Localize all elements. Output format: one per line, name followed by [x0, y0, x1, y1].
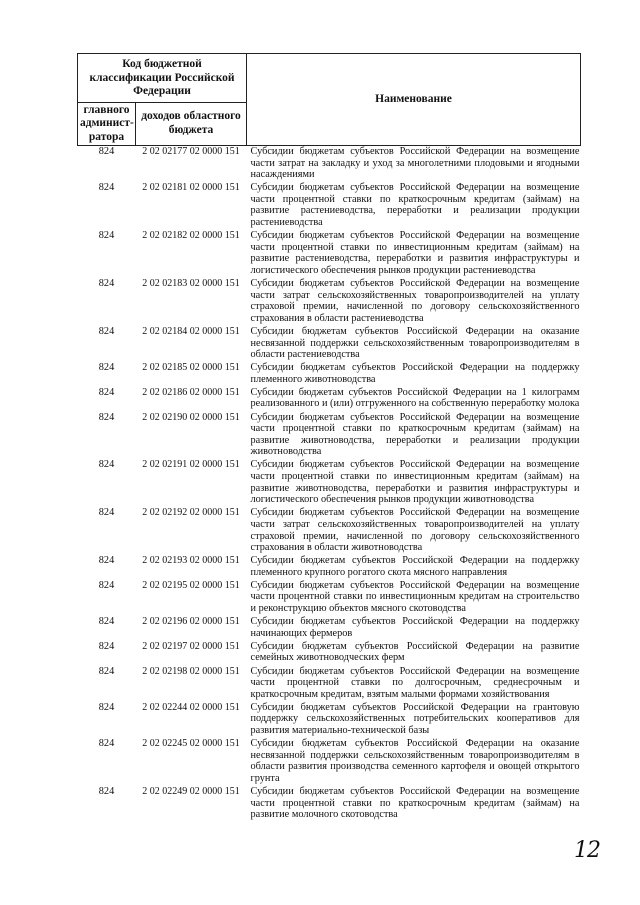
name-cell: Субсидии бюджетам субъектов Российской Федерации на поддержку племенного животноводства: [250, 362, 580, 385]
name-cell: Субсидии бюджетам субъектов Российской Федерации на 1 килограмм реализованного и (или) отгруженного на собственную переработку молока: [250, 386, 580, 410]
name-cell: Субсидии бюджетам субъектов Российской Федерации на возмещение части затрат сельскохозяйственных товаропроизводителей на уплату страховой премии, начисленной по договору сельскохозяйственного страхования в области животноводства: [250, 507, 580, 554]
table-row: [78, 412, 581, 460]
income-code-cell: 2 02 02245 02 0000 151: [142, 738, 240, 750]
admin-code-cell: 824: [98, 785, 115, 797]
income-code-cell: 2 02 02190 02 0000 151: [142, 411, 240, 423]
income-code-cell: 2 02 02193 02 0000 151: [142, 555, 240, 567]
income-code-cell: 2 02 02198 02 0000 151: [142, 665, 240, 677]
admin-code-cell: 824: [98, 507, 115, 519]
admin-code-cell: 824: [98, 411, 115, 423]
table-row: [78, 182, 581, 230]
page-number: 12: [574, 838, 600, 863]
name-cell: Субсидии бюджетам субъектов Российской Федерации на поддержку племенного крупного рогатого скота мясного направления: [250, 555, 580, 578]
table-row: [78, 666, 581, 702]
admin-code-cell: 824: [98, 182, 115, 194]
name-cell: Субсидии бюджетам субъектов Российской Федерации на грантовую поддержку сельскохозяйственных потребительских кооперативов для развития материально-технической базы: [250, 701, 580, 736]
table-row: [78, 459, 581, 507]
name-cell: Субсидии бюджетам субъектов Российской Федерации на возмещение части процентной ставки по краткосрочным кредитам (займам) на развитие молочного скотоводства: [250, 785, 580, 821]
income-column-header: доходов областного бюджета: [136, 102, 247, 146]
income-code-cell: 2 02 02196 02 0000 151: [142, 616, 240, 628]
income-code-cell: 2 02 02185 02 0000 151: [142, 362, 240, 374]
name-cell: Субсидии бюджетам субъектов Российской Федерации на возмещение части процентной ставки по долгосрочным, среднесрочным и краткосрочным кредитам, взятым малыми формами хозяйствования: [250, 665, 580, 700]
admin-code-cell: 824: [98, 146, 115, 157]
table-row: [78, 278, 581, 326]
table-row: [78, 387, 581, 412]
table-row: [78, 738, 581, 786]
table-row: [78, 786, 581, 822]
income-code-cell: 2 02 02177 02 0000 151: [142, 146, 240, 157]
income-code-cell: 2 02 02244 02 0000 151: [142, 701, 240, 713]
name-cell: Субсидии бюджетам субъектов Российской Федерации на оказание несвязанной поддержки сельскохозяйственным товаропроизводителям в области растениеводства: [250, 325, 580, 361]
table-row: [78, 580, 581, 616]
income-code-cell: 2 02 02192 02 0000 151: [142, 507, 240, 519]
name-column-header: Наименование: [247, 54, 581, 146]
income-code-cell: 2 02 02183 02 0000 151: [142, 278, 240, 290]
name-cell: Субсидии бюджетам субъектов Российской Федерации на возмещение части затрат на закладку и уход за многолетними плодовыми и ягодными насаждениями: [250, 146, 580, 181]
income-code-cell: 2 02 02191 02 0000 151: [142, 459, 240, 471]
admin-code-cell: 824: [98, 362, 115, 374]
income-code-cell: 2 02 02181 02 0000 151: [142, 182, 240, 194]
income-code-cell: 2 02 02249 02 0000 151: [142, 785, 240, 797]
income-code-cell: 2 02 02186 02 0000 151: [142, 386, 240, 398]
name-cell: Субсидии бюджетам субъектов Российской Федерации на оказание несвязанной поддержки сельскохозяйственным товаропроизводителям в области развития производства семенного картофеля и овощей открытого грунта: [250, 738, 580, 784]
budget-classification-table: [77, 53, 581, 822]
admin-code-cell: 824: [98, 325, 115, 337]
name-cell: Субсидии бюджетам субъектов Российской Федерации на возмещение части процентной ставки по краткосрочным кредитам (займам) на развитие растениеводства, переработки и реализации продукции растениеводства: [250, 182, 580, 229]
table-row: [78, 146, 581, 183]
table-row: [78, 362, 581, 387]
admin-code-cell: 824: [98, 701, 115, 713]
name-cell: Субсидии бюджетам субъектов Российской Федерации на развитие семейных животноводческих ферм: [250, 640, 580, 664]
table-row: [78, 326, 581, 362]
table-row: [78, 507, 581, 555]
admin-code-cell: 824: [98, 459, 115, 471]
admin-column-header: главного админист-ратора: [78, 102, 136, 146]
table-row: [78, 641, 581, 666]
admin-code-cell: 824: [98, 665, 115, 677]
name-cell: Субсидии бюджетам субъектов Российской Федерации на возмещение части процентной ставки по инвестиционным кредитам (займам) на развитие животноводства, переработки и развития инфраструктуры и логистического обеспечения рынков продукции животноводства: [250, 459, 580, 506]
table-row: [78, 555, 581, 580]
table-row: [78, 616, 581, 641]
admin-code-cell: 824: [98, 640, 115, 652]
table-row: [78, 230, 581, 278]
income-code-cell: 2 02 02182 02 0000 151: [142, 230, 240, 242]
code-group-header: Код бюджетной классификации Российской Федерации: [78, 54, 247, 103]
income-code-cell: 2 02 02197 02 0000 151: [142, 640, 240, 652]
income-code-cell: 2 02 02195 02 0000 151: [142, 579, 240, 591]
admin-code-cell: 824: [98, 616, 115, 628]
table-row: [78, 702, 581, 738]
name-cell: Субсидии бюджетам субъектов Российской Федерации на возмещение части процентной ставки по инвестиционным кредитам (займам) на развитие растениеводства, переработки и развития инфраструктуры и логистического обеспечения рынков продукции растениеводства: [250, 230, 580, 276]
name-cell: Субсидии бюджетам субъектов Российской Федерации на возмещение части процентной ставки по краткосрочным кредитам (займам) на развитие животноводства, переработки и реализации продукции животноводства: [250, 411, 580, 458]
table-body: [78, 146, 581, 823]
name-cell: Субсидии бюджетам субъектов Российской Федерации на возмещение части процентной ставки по инвестиционным кредитам на строительство и реконструкцию объектов мясного скотоводства: [250, 579, 580, 615]
admin-code-cell: 824: [98, 738, 115, 750]
name-cell: Субсидии бюджетам субъектов Российской Федерации на поддержку начинающих фермеров: [250, 616, 580, 639]
admin-code-cell: 824: [98, 386, 115, 398]
name-cell: Субсидии бюджетам субъектов Российской Федерации на возмещение части затрат сельскохозяйственных товаропроизводителей на уплату страховой премии, начисленной по договору сельскохозяйственного страхования в области растениеводства: [250, 278, 580, 324]
admin-code-cell: 824: [98, 278, 115, 290]
admin-code-cell: 824: [98, 579, 115, 591]
income-code-cell: 2 02 02184 02 0000 151: [142, 325, 240, 337]
admin-code-cell: 824: [98, 555, 115, 567]
admin-code-cell: 824: [98, 230, 115, 242]
